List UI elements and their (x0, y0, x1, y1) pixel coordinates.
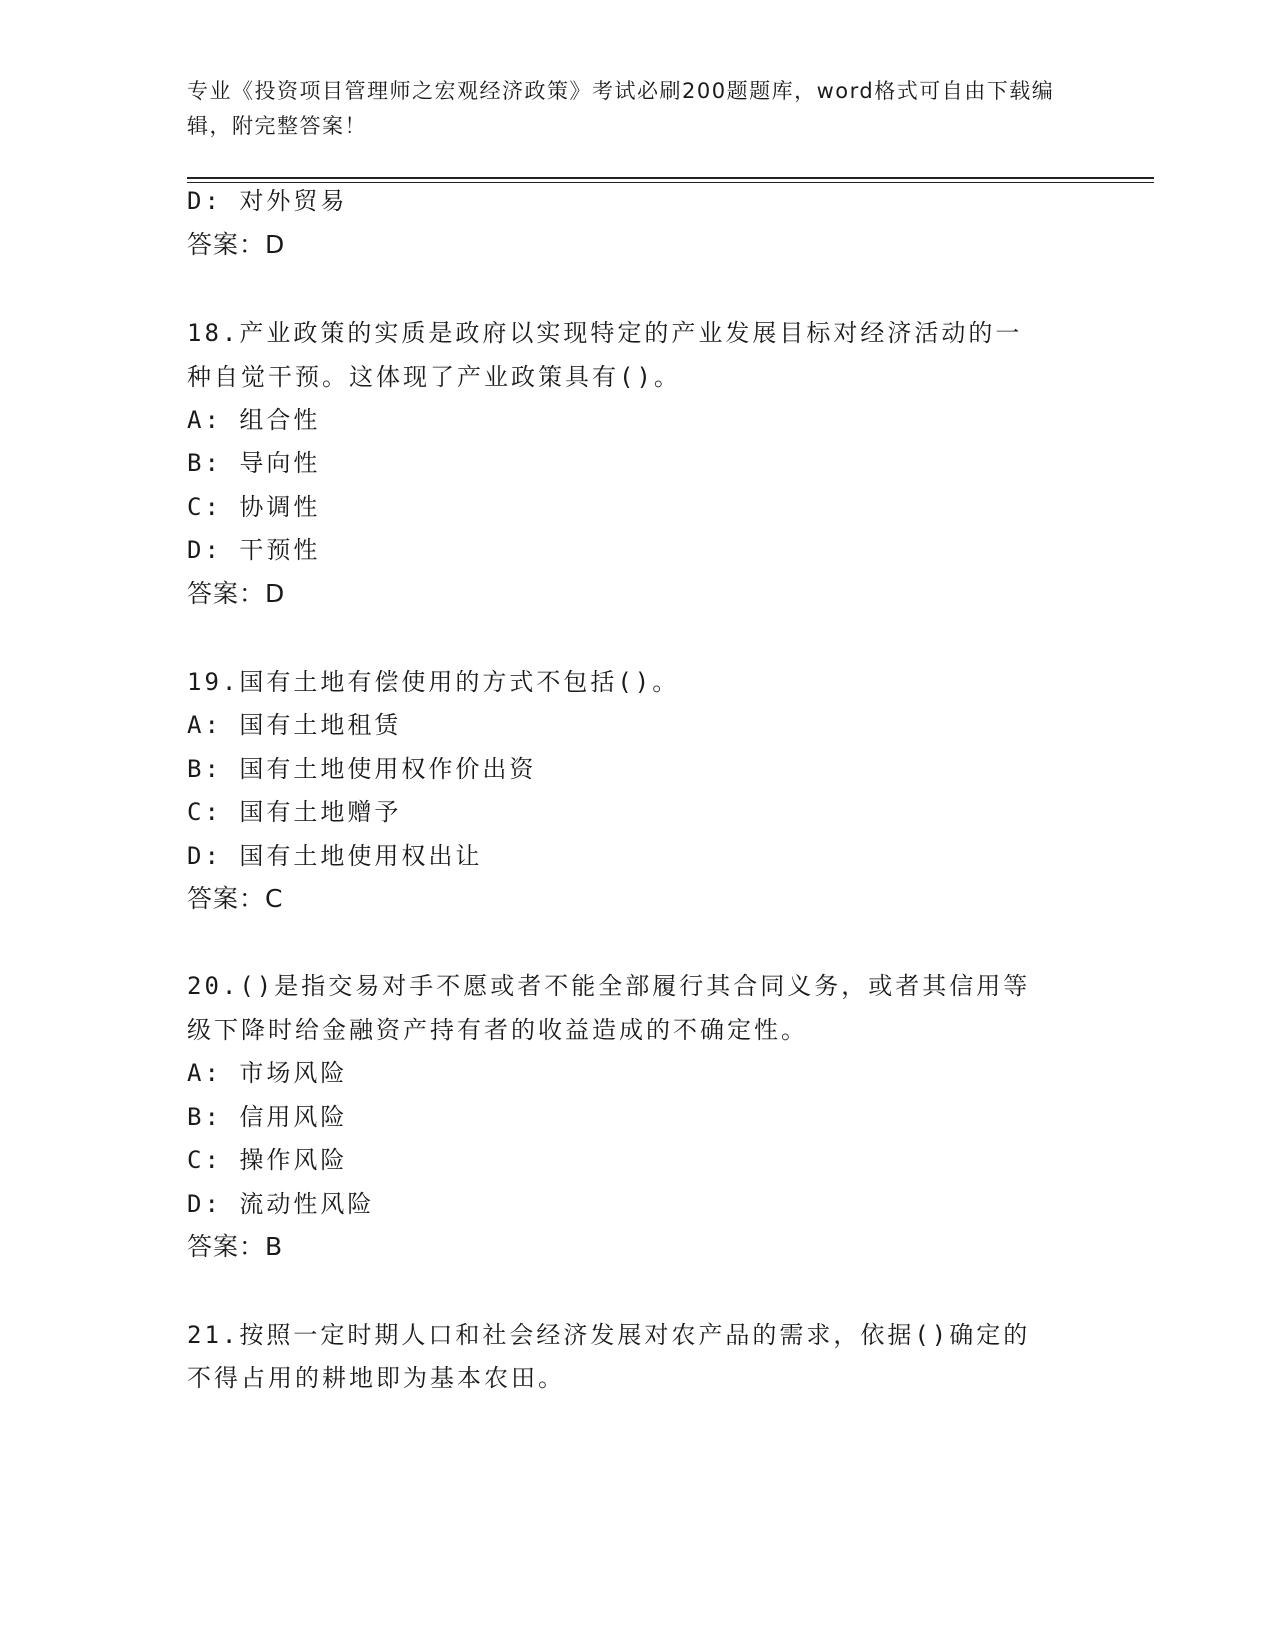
question-21-stem-cont: 不得占用的耕地即为基本农田。 (187, 1364, 565, 1392)
question-20-option-d: D: 流动性风险 (187, 1190, 375, 1218)
question-19-option-a: A: 国有土地租赁 (187, 711, 402, 739)
question-19-answer: 答案：C (187, 884, 284, 913)
question-18-stem: 18.产业政策的实质是政府以实现特定的产业发展目标对经济活动的一 (187, 319, 1023, 347)
question-20-stem: 20.()是指交易对手不愿或者不能全部履行其合同义务，或者其信用等 (187, 972, 1031, 1000)
prev-answer: 答案：D (187, 230, 286, 259)
prev-option-d: D: 对外贸易 (187, 187, 348, 215)
question-19-option-d: D: 国有土地使用权出让 (187, 842, 483, 870)
question-19-stem: 19.国有土地有偿使用的方式不包括()。 (187, 668, 680, 696)
question-18-option-b: B: 导向性 (187, 449, 321, 477)
question-20-stem-cont: 级下降时给金融资产持有者的收益造成的不确定性。 (187, 1016, 808, 1044)
page-header: 专业《投资项目管理师之宏观经济政策》考试必刷200题题库，word格式可自由下载编辑，附完整答案！ (187, 79, 1055, 138)
question-18-option-a: A: 组合性 (187, 406, 321, 434)
question-20-option-c: C: 操作风险 (187, 1146, 348, 1174)
question-20-option-a: A: 市场风险 (187, 1059, 348, 1087)
question-20-answer: 答案：B (187, 1232, 284, 1261)
header-rule (187, 177, 1154, 179)
question-18-option-c: C: 协调性 (187, 493, 321, 521)
question-19-option-b: B: 国有土地使用权作价出资 (187, 755, 537, 783)
question-18-option-d: D: 干预性 (187, 536, 321, 564)
question-21-stem: 21.按照一定时期人口和社会经济发展对农产品的需求，依据()确定的 (187, 1321, 1031, 1349)
question-18-stem-cont: 种自觉干预。这体现了产业政策具有()。 (187, 363, 681, 391)
question-18-answer: 答案：D (187, 579, 286, 608)
header-rule-secondary (187, 182, 1154, 183)
question-19-option-c: C: 国有土地赠予 (187, 798, 402, 826)
question-20-option-b: B: 信用风险 (187, 1103, 348, 1131)
